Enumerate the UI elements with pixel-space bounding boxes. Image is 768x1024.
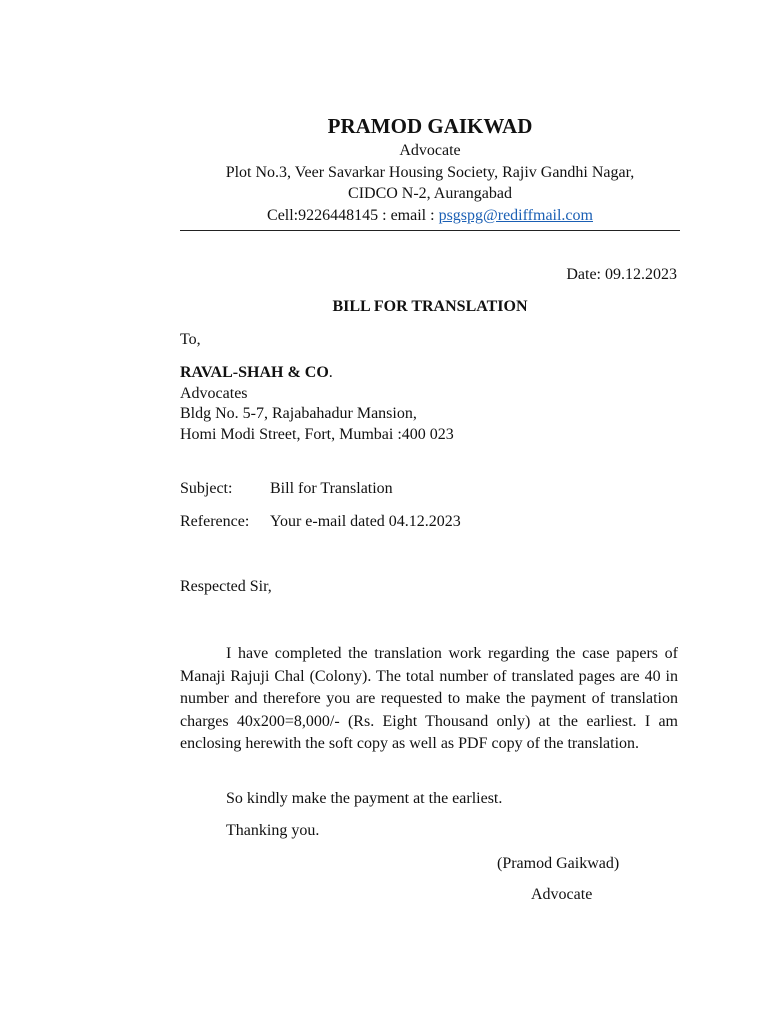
addressee-firm: RAVAL-SHAH & CO [180,364,329,381]
signature-name: (Pramod Gaikwad) [497,855,620,872]
letter-date: Date: 09.12.2023 [566,266,677,283]
letterhead-divider [180,230,680,231]
subject-value: Bill for Translation [270,480,393,497]
addressee-line2: Bldg No. 5-7, Rajabahadur Mansion, [180,405,417,423]
sender-contact [180,205,680,227]
sender-contact-prefix: Cell:9226448145 : email : [267,206,439,224]
addressee-firm-line [180,363,454,384]
body-paragraph: I have completed the translation work regarding the case papers of Manaji Rajuji Chal (Colony). The total number of translated pages are 40 in number and therefore you are requested to make the payment of translation charges 40x200=8,000/- (Rs. Eight Thousand only) at the earliest. I am enclosing herewith the soft copy as well as PDF copy of the translation. [180,645,678,753]
salutation: Respected Sir, [180,578,272,595]
to-label: To, [180,331,201,348]
reference-label: Reference: [180,513,250,530]
signature-title: Advocate [531,886,593,903]
thanks-line: Thanking you. [226,822,320,839]
addressee-line3: Homi Modi Street, Fort, Mumbai :400 023 [180,426,454,444]
letterhead [180,112,680,226]
subject-label: Subject: [180,480,233,497]
reference-value: Your e-mail dated 04.12.2023 [270,513,461,530]
sender-address-line2: CIDCO N-2, Aurangabad [348,185,512,202]
addressee-block [180,363,454,446]
closing-request: So kindly make the payment at the earliest. [226,790,503,807]
sender-email-link[interactable]: psgspg@rediffmail.com [438,206,593,224]
addressee-line1: Advocates [180,384,248,402]
document-title: BILL FOR TRANSLATION [332,298,528,315]
reference-row [180,512,461,532]
sender-title: Advocate [399,142,461,159]
sender-address-line1: Plot No.3, Veer Savarkar Housing Society, Rajiv Gandhi Nagar, [225,163,635,181]
addressee-firm-suffix: . [328,364,333,381]
sender-name: PRAMOD GAIKWAD [327,114,533,138]
subject-row [180,479,393,499]
